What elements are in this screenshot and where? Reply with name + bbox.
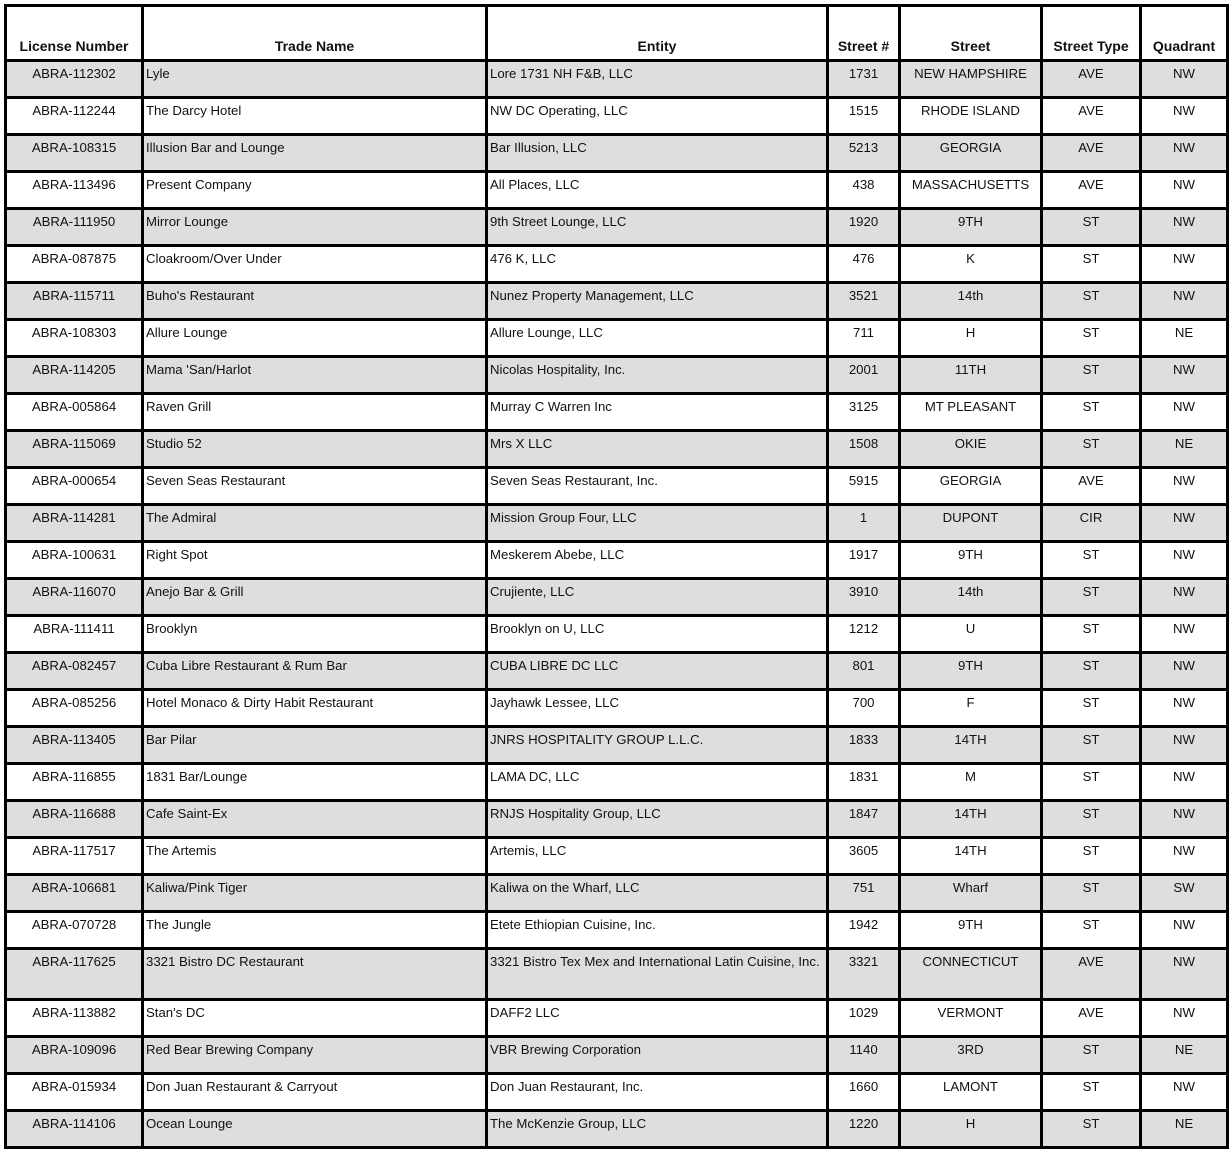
table-row (6, 912, 1228, 949)
cell-street-type[interactable]: ST (1042, 283, 1141, 320)
table-row (6, 949, 1228, 1000)
cell-street[interactable]: 9TH (900, 209, 1042, 246)
cell-entity[interactable]: Murray C Warren Inc (487, 394, 828, 431)
cell-entity[interactable]: VBR Brewing Corporation (487, 1037, 828, 1074)
cell-entity[interactable]: Nicolas Hospitality, Inc. (487, 357, 828, 394)
table-row (6, 764, 1228, 801)
cell-trade-name[interactable]: Stan's DC (143, 1000, 487, 1037)
table-row (6, 468, 1228, 505)
cell-quadrant[interactable]: NW (1141, 838, 1228, 875)
cell-quadrant[interactable]: NW (1141, 98, 1228, 135)
cell-quadrant[interactable]: NW (1141, 764, 1228, 801)
cell-license-number[interactable]: ABRA-087875 (6, 246, 143, 283)
spreadsheet (4, 4, 1229, 1149)
cell-street[interactable]: VERMONT (900, 1000, 1042, 1037)
cell-street[interactable]: GEORGIA (900, 468, 1042, 505)
cell-quadrant[interactable]: NE (1141, 1111, 1228, 1148)
cell-street-type[interactable]: ST (1042, 542, 1141, 579)
cell-trade-name[interactable]: The Admiral (143, 505, 487, 542)
cell-quadrant[interactable]: NW (1141, 616, 1228, 653)
table-row (6, 542, 1228, 579)
cell-street-number[interactable]: 1917 (828, 542, 900, 579)
cell-street[interactable]: K (900, 246, 1042, 283)
cell-license-number[interactable]: ABRA-117517 (6, 838, 143, 875)
table-row (6, 1074, 1228, 1111)
cell-entity[interactable]: Bar Illusion, LLC (487, 135, 828, 172)
cell-street[interactable]: 14TH (900, 801, 1042, 838)
cell-trade-name[interactable]: Present Company (143, 172, 487, 209)
table-row (6, 98, 1228, 135)
cell-trade-name[interactable]: Red Bear Brewing Company (143, 1037, 487, 1074)
cell-street-type[interactable]: ST (1042, 209, 1141, 246)
cell-street-type[interactable]: ST (1042, 431, 1141, 468)
cell-quadrant[interactable]: NE (1141, 1037, 1228, 1074)
cell-entity[interactable]: Don Juan Restaurant, Inc. (487, 1074, 828, 1111)
cell-street[interactable]: 9TH (900, 542, 1042, 579)
cell-entity[interactable]: LAMA DC, LLC (487, 764, 828, 801)
cell-license-number[interactable]: ABRA-082457 (6, 653, 143, 690)
cell-license-number[interactable]: ABRA-085256 (6, 690, 143, 727)
cell-license-number[interactable]: ABRA-109096 (6, 1037, 143, 1074)
cell-trade-name[interactable]: Allure Lounge (143, 320, 487, 357)
cell-license-number[interactable]: ABRA-112302 (6, 61, 143, 98)
cell-quadrant[interactable]: NW (1141, 505, 1228, 542)
cell-entity[interactable]: Crujiente, LLC (487, 579, 828, 616)
cell-street-number[interactable]: 1140 (828, 1037, 900, 1074)
cell-street[interactable]: 14TH (900, 727, 1042, 764)
cell-street[interactable]: 14TH (900, 838, 1042, 875)
cell-street[interactable]: 3RD (900, 1037, 1042, 1074)
cell-street-type[interactable]: AVE (1042, 949, 1141, 1000)
cell-street-number[interactable]: 1212 (828, 616, 900, 653)
cell-street-number[interactable]: 5213 (828, 135, 900, 172)
cell-street-number[interactable]: 1731 (828, 61, 900, 98)
cell-quadrant[interactable]: NW (1141, 135, 1228, 172)
cell-street-number[interactable]: 711 (828, 320, 900, 357)
cell-license-number[interactable]: ABRA-114205 (6, 357, 143, 394)
cell-street[interactable]: 11TH (900, 357, 1042, 394)
cell-quadrant[interactable]: NW (1141, 1074, 1228, 1111)
cell-license-number[interactable]: ABRA-113496 (6, 172, 143, 209)
cell-entity[interactable]: CUBA LIBRE DC LLC (487, 653, 828, 690)
cell-street-type[interactable]: AVE (1042, 61, 1141, 98)
cell-street-type[interactable]: CIR (1042, 505, 1141, 542)
cell-street[interactable]: F (900, 690, 1042, 727)
cell-street-type[interactable]: ST (1042, 727, 1141, 764)
cell-street-type[interactable]: ST (1042, 616, 1141, 653)
cell-entity[interactable]: The McKenzie Group, LLC (487, 1111, 828, 1148)
cell-street[interactable]: GEORGIA (900, 135, 1042, 172)
cell-entity[interactable]: Allure Lounge, LLC (487, 320, 828, 357)
cell-street-type[interactable]: ST (1042, 579, 1141, 616)
cell-street-number[interactable]: 3605 (828, 838, 900, 875)
cell-street-number[interactable]: 3910 (828, 579, 900, 616)
cell-trade-name[interactable]: Studio 52 (143, 431, 487, 468)
table-row (6, 505, 1228, 542)
cell-entity[interactable]: 3321 Bistro Tex Mex and International Latin Cuisine, Inc. (487, 949, 828, 1000)
cell-street-type[interactable]: ST (1042, 801, 1141, 838)
cell-trade-name[interactable]: The Darcy Hotel (143, 98, 487, 135)
cell-street-type[interactable]: ST (1042, 838, 1141, 875)
cell-street[interactable]: CONNECTICUT (900, 949, 1042, 1000)
cell-license-number[interactable]: ABRA-111411 (6, 616, 143, 653)
cell-entity[interactable]: NW DC Operating, LLC (487, 98, 828, 135)
cell-street-type[interactable]: ST (1042, 320, 1141, 357)
cell-street[interactable]: RHODE ISLAND (900, 98, 1042, 135)
cell-entity[interactable]: All Places, LLC (487, 172, 828, 209)
cell-trade-name[interactable]: Cafe Saint-Ex (143, 801, 487, 838)
cell-license-number[interactable]: ABRA-115711 (6, 283, 143, 320)
header-license-number[interactable]: License Number (6, 6, 143, 61)
header-entity[interactable]: Entity (487, 6, 828, 61)
cell-street-number[interactable]: 3321 (828, 949, 900, 1000)
cell-street[interactable]: H (900, 320, 1042, 357)
cell-street-number[interactable]: 1660 (828, 1074, 900, 1111)
cell-street-type[interactable]: ST (1042, 1074, 1141, 1111)
cell-street-number[interactable]: 751 (828, 875, 900, 912)
cell-quadrant[interactable]: NW (1141, 246, 1228, 283)
cell-street-type[interactable]: AVE (1042, 1000, 1141, 1037)
cell-street[interactable]: MASSACHUSETTS (900, 172, 1042, 209)
table-row (6, 1111, 1228, 1148)
cell-street[interactable]: M (900, 764, 1042, 801)
cell-license-number[interactable]: ABRA-100631 (6, 542, 143, 579)
cell-street-number[interactable]: 1831 (828, 764, 900, 801)
cell-entity[interactable]: DAFF2 LLC (487, 1000, 828, 1037)
table-body (6, 61, 1228, 1148)
cell-entity[interactable]: Jayhawk Lessee, LLC (487, 690, 828, 727)
cell-license-number[interactable]: ABRA-115069 (6, 431, 143, 468)
cell-trade-name[interactable]: 1831 Bar/Lounge (143, 764, 487, 801)
cell-street-type[interactable]: ST (1042, 357, 1141, 394)
cell-street-type[interactable]: ST (1042, 394, 1141, 431)
cell-street-type[interactable]: ST (1042, 875, 1141, 912)
cell-quadrant[interactable]: NE (1141, 431, 1228, 468)
cell-quadrant[interactable]: NW (1141, 357, 1228, 394)
table-row (6, 616, 1228, 653)
cell-street[interactable]: 9TH (900, 653, 1042, 690)
cell-quadrant[interactable]: NW (1141, 209, 1228, 246)
cell-entity[interactable]: JNRS HOSPITALITY GROUP L.L.C. (487, 727, 828, 764)
cell-street-number[interactable]: 1508 (828, 431, 900, 468)
cell-street-type[interactable]: ST (1042, 764, 1141, 801)
license-table (4, 4, 1229, 1149)
cell-street-number[interactable]: 2001 (828, 357, 900, 394)
cell-street[interactable]: MT PLEASANT (900, 394, 1042, 431)
cell-trade-name[interactable]: Illusion Bar and Lounge (143, 135, 487, 172)
cell-quadrant[interactable]: NW (1141, 690, 1228, 727)
cell-entity[interactable]: 9th Street Lounge, LLC (487, 209, 828, 246)
table-row (6, 394, 1228, 431)
table-row (6, 209, 1228, 246)
cell-trade-name[interactable]: Mirror Lounge (143, 209, 487, 246)
table-row (6, 875, 1228, 912)
cell-license-number[interactable]: ABRA-114106 (6, 1111, 143, 1148)
cell-trade-name[interactable]: Cuba Libre Restaurant & Rum Bar (143, 653, 487, 690)
table-row (6, 61, 1228, 98)
cell-entity[interactable]: Artemis, LLC (487, 838, 828, 875)
cell-entity[interactable]: Meskerem Abebe, LLC (487, 542, 828, 579)
cell-street-number[interactable]: 801 (828, 653, 900, 690)
table-row (6, 838, 1228, 875)
table-row (6, 135, 1228, 172)
cell-street[interactable]: 9TH (900, 912, 1042, 949)
cell-street-number[interactable]: 1847 (828, 801, 900, 838)
cell-street-number[interactable]: 3521 (828, 283, 900, 320)
cell-entity[interactable]: Mrs X LLC (487, 431, 828, 468)
cell-street-number[interactable]: 5915 (828, 468, 900, 505)
cell-trade-name[interactable]: Bar Pilar (143, 727, 487, 764)
cell-entity[interactable]: RNJS Hospitality Group, LLC (487, 801, 828, 838)
cell-trade-name[interactable]: Right Spot (143, 542, 487, 579)
cell-trade-name[interactable]: 3321 Bistro DC Restaurant (143, 949, 487, 1000)
cell-quadrant[interactable]: NW (1141, 579, 1228, 616)
cell-quadrant[interactable]: NW (1141, 801, 1228, 838)
cell-street-number[interactable]: 1515 (828, 98, 900, 135)
cell-street[interactable]: NEW HAMPSHIRE (900, 61, 1042, 98)
cell-entity[interactable]: Brooklyn on U, LLC (487, 616, 828, 653)
cell-street-type[interactable]: AVE (1042, 98, 1141, 135)
cell-license-number[interactable]: ABRA-116070 (6, 579, 143, 616)
header-street-number[interactable]: Street # (828, 6, 900, 61)
cell-street-type[interactable]: ST (1042, 246, 1141, 283)
cell-quadrant[interactable]: NW (1141, 653, 1228, 690)
cell-street-type[interactable]: ST (1042, 1037, 1141, 1074)
cell-quadrant[interactable]: NW (1141, 542, 1228, 579)
cell-trade-name[interactable]: Cloakroom/Over Under (143, 246, 487, 283)
table-row (6, 801, 1228, 838)
cell-street-number[interactable]: 3125 (828, 394, 900, 431)
cell-street[interactable]: LAMONT (900, 1074, 1042, 1111)
table-row (6, 172, 1228, 209)
cell-trade-name[interactable]: Raven Grill (143, 394, 487, 431)
table-row (6, 246, 1228, 283)
cell-street-type[interactable]: ST (1042, 912, 1141, 949)
cell-license-number[interactable]: ABRA-108315 (6, 135, 143, 172)
cell-quadrant[interactable]: NW (1141, 468, 1228, 505)
cell-entity[interactable]: Seven Seas Restaurant, Inc. (487, 468, 828, 505)
cell-street-type[interactable]: AVE (1042, 172, 1141, 209)
cell-quadrant[interactable]: SW (1141, 875, 1228, 912)
table-row (6, 727, 1228, 764)
cell-quadrant[interactable]: NW (1141, 172, 1228, 209)
cell-trade-name[interactable]: Anejo Bar & Grill (143, 579, 487, 616)
cell-trade-name[interactable]: Don Juan Restaurant & Carryout (143, 1074, 487, 1111)
cell-trade-name[interactable]: The Jungle (143, 912, 487, 949)
cell-trade-name[interactable]: Mama 'San/Harlot (143, 357, 487, 394)
cell-license-number[interactable]: ABRA-113882 (6, 1000, 143, 1037)
cell-license-number[interactable]: ABRA-015934 (6, 1074, 143, 1111)
cell-street-number[interactable]: 1 (828, 505, 900, 542)
cell-license-number[interactable]: ABRA-116855 (6, 764, 143, 801)
cell-entity[interactable]: Etete Ethiopian Cuisine, Inc. (487, 912, 828, 949)
cell-street-type[interactable]: AVE (1042, 468, 1141, 505)
cell-street-number[interactable]: 1942 (828, 912, 900, 949)
cell-street-number[interactable]: 1029 (828, 1000, 900, 1037)
cell-entity[interactable]: Mission Group Four, LLC (487, 505, 828, 542)
cell-license-number[interactable]: ABRA-112244 (6, 98, 143, 135)
cell-street-type[interactable]: AVE (1042, 135, 1141, 172)
cell-street-number[interactable]: 1920 (828, 209, 900, 246)
cell-street-number[interactable]: 700 (828, 690, 900, 727)
cell-quadrant[interactable]: NW (1141, 394, 1228, 431)
cell-street-type[interactable]: ST (1042, 1111, 1141, 1148)
cell-trade-name[interactable]: Ocean Lounge (143, 1111, 487, 1148)
cell-street[interactable]: H (900, 1111, 1042, 1148)
cell-license-number[interactable]: ABRA-111950 (6, 209, 143, 246)
cell-street-type[interactable]: ST (1042, 690, 1141, 727)
cell-street-number[interactable]: 1220 (828, 1111, 900, 1148)
cell-entity[interactable]: Lore 1731 NH F&B, LLC (487, 61, 828, 98)
cell-trade-name[interactable]: Seven Seas Restaurant (143, 468, 487, 505)
cell-street[interactable]: 14th (900, 283, 1042, 320)
cell-street[interactable]: Wharf (900, 875, 1042, 912)
cell-license-number[interactable]: ABRA-070728 (6, 912, 143, 949)
cell-trade-name[interactable]: Lyle (143, 61, 487, 98)
cell-entity[interactable]: 476 K, LLC (487, 246, 828, 283)
cell-quadrant[interactable]: NW (1141, 1000, 1228, 1037)
cell-license-number[interactable]: ABRA-000654 (6, 468, 143, 505)
cell-quadrant[interactable]: NW (1141, 61, 1228, 98)
cell-street[interactable]: OKIE (900, 431, 1042, 468)
cell-street-number[interactable]: 438 (828, 172, 900, 209)
cell-street[interactable]: U (900, 616, 1042, 653)
cell-license-number[interactable]: ABRA-108303 (6, 320, 143, 357)
cell-trade-name[interactable]: Hotel Monaco & Dirty Habit Restaurant (143, 690, 487, 727)
cell-quadrant[interactable]: NW (1141, 727, 1228, 764)
table-row (6, 431, 1228, 468)
table-row (6, 1037, 1228, 1074)
cell-street[interactable]: 14th (900, 579, 1042, 616)
cell-street[interactable]: DUPONT (900, 505, 1042, 542)
cell-quadrant[interactable]: NW (1141, 949, 1228, 1000)
table-row (6, 357, 1228, 394)
table-row (6, 283, 1228, 320)
cell-entity[interactable]: Nunez Property Management, LLC (487, 283, 828, 320)
header-street[interactable]: Street (900, 6, 1042, 61)
cell-quadrant[interactable]: NW (1141, 283, 1228, 320)
table-row (6, 320, 1228, 357)
header-quadrant[interactable]: Quadrant (1141, 6, 1228, 61)
cell-quadrant[interactable]: NW (1141, 912, 1228, 949)
cell-license-number[interactable]: ABRA-005864 (6, 394, 143, 431)
cell-trade-name[interactable]: Brooklyn (143, 616, 487, 653)
header-street-type[interactable]: Street Type (1042, 6, 1141, 61)
cell-street-number[interactable]: 1833 (828, 727, 900, 764)
cell-license-number[interactable]: ABRA-106681 (6, 875, 143, 912)
table-row (6, 690, 1228, 727)
cell-trade-name[interactable]: Kaliwa/Pink Tiger (143, 875, 487, 912)
table-row (6, 653, 1228, 690)
cell-license-number[interactable]: ABRA-117625 (6, 949, 143, 1000)
cell-street-type[interactable]: ST (1042, 653, 1141, 690)
table-row (6, 579, 1228, 616)
cell-entity[interactable]: Kaliwa on the Wharf, LLC (487, 875, 828, 912)
cell-quadrant[interactable]: NE (1141, 320, 1228, 357)
cell-license-number[interactable]: ABRA-114281 (6, 505, 143, 542)
cell-license-number[interactable]: ABRA-113405 (6, 727, 143, 764)
table-row (6, 1000, 1228, 1037)
cell-trade-name[interactable]: The Artemis (143, 838, 487, 875)
cell-license-number[interactable]: ABRA-116688 (6, 801, 143, 838)
cell-street-number[interactable]: 476 (828, 246, 900, 283)
header-trade-name[interactable]: Trade Name (143, 6, 487, 61)
cell-trade-name[interactable]: Buho's Restaurant (143, 283, 487, 320)
header-row (6, 6, 1228, 61)
